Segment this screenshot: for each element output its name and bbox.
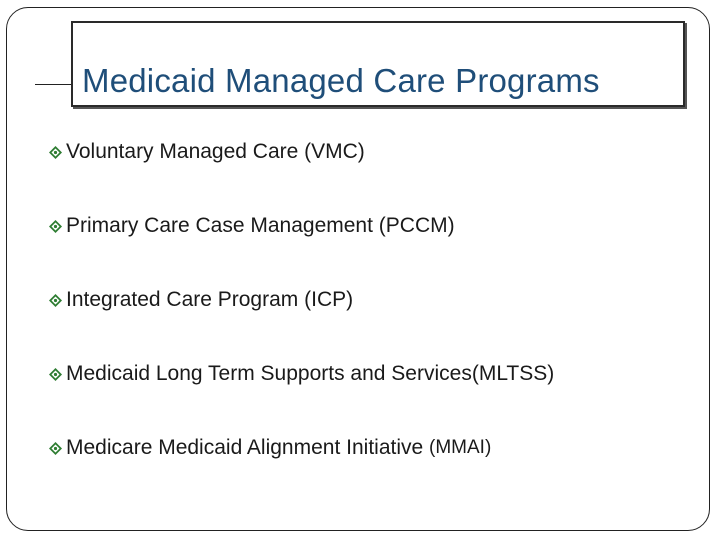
diamond-bullet-icon (48, 367, 63, 382)
bullet-list (48, 134, 698, 504)
bullet-text: Primary Care Case Management (PCCM) (66, 214, 455, 237)
bullet-text: Medicaid Long Term Supports and Services(MLTSS) (66, 362, 555, 385)
bullet-text: Medicare Medicaid Alignment Initiative (66, 436, 430, 459)
bullet-item-mltss (48, 356, 698, 392)
bullet-item-pccm (48, 208, 698, 244)
title-accent-line (35, 84, 75, 85)
slide-title: Medicaid Managed Care Programs (82, 62, 600, 99)
bullet-text: Voluntary Managed Care (VMC) (66, 140, 365, 163)
bullet-text: Integrated Care Program (ICP) (66, 288, 354, 311)
bullet-text-suffix: (MMAI) (429, 437, 492, 458)
diamond-bullet-icon (48, 441, 63, 456)
diamond-bullet-icon (48, 145, 63, 160)
diamond-bullet-icon (48, 219, 63, 234)
bullet-item-vmc (48, 134, 698, 170)
diamond-bullet-icon (48, 293, 63, 308)
bullet-item-icp (48, 282, 698, 318)
bullet-item-mmai (48, 430, 698, 466)
